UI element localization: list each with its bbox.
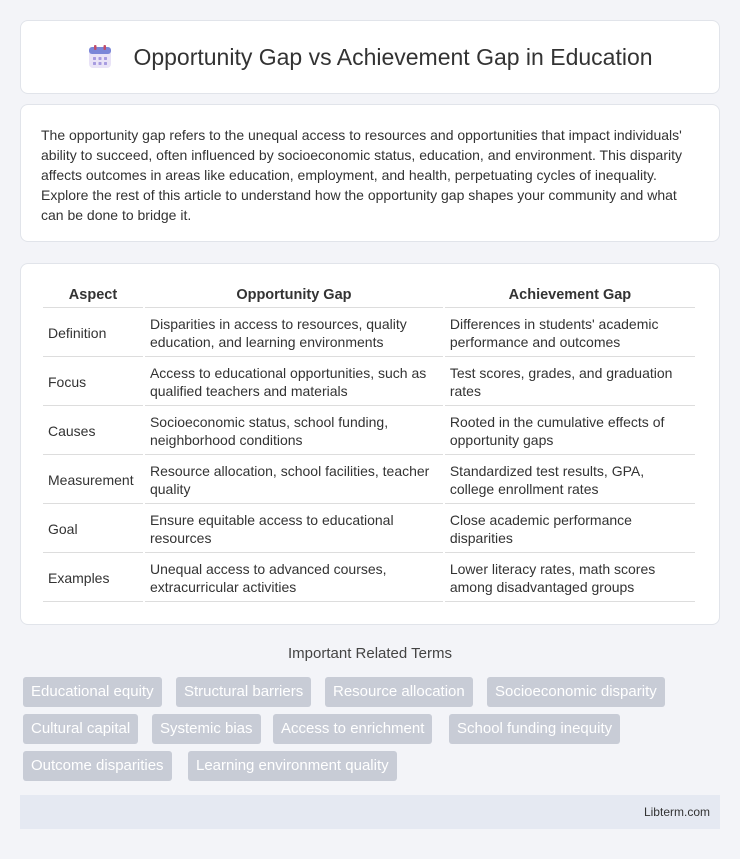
- comparison-table-card: [20, 263, 720, 625]
- cell-opportunity: Unequal access to advanced courses, extracurricular activities: [145, 553, 443, 602]
- intro-card: [20, 104, 720, 242]
- cell-achievement: Standardized test results, GPA, college enrollment rates: [445, 455, 695, 504]
- table-row: [43, 357, 695, 406]
- table-row: [43, 504, 695, 553]
- cell-opportunity: Resource allocation, school facilities, teacher quality: [145, 455, 443, 504]
- cell-aspect: Causes: [43, 406, 143, 455]
- cell-aspect: Examples: [43, 553, 143, 602]
- cell-achievement: Lower literacy rates, math scores among disadvantaged groups: [445, 553, 695, 602]
- header-aspect: Aspect: [43, 284, 143, 308]
- table-row: [43, 553, 695, 602]
- intro-text: The opportunity gap refers to the unequal access to resources and opportunities that impact individuals' ability to succeed, often influenced by socioeconomic status, education, and environment. This disparity affects outcomes in areas like education, employment, and health, perpetuating cycles of inequality. Explore the rest of this article to understand how the opportunity gap shapes your community and what can be done to bridge it.: [41, 127, 682, 223]
- table-header-row: [43, 284, 695, 308]
- cell-aspect: Focus: [43, 357, 143, 406]
- related-term-tag[interactable]: Resource allocation: [325, 677, 473, 707]
- related-term-tag[interactable]: Outcome disparities: [23, 751, 172, 781]
- cell-achievement: Close academic performance disparities: [445, 504, 695, 553]
- footer: [20, 795, 720, 829]
- header-card: [20, 20, 720, 94]
- comparison-table: [41, 284, 697, 602]
- related-term-tag[interactable]: Socioeconomic disparity: [487, 677, 665, 707]
- related-term-tag[interactable]: Educational equity: [23, 677, 162, 707]
- cell-aspect: Goal: [43, 504, 143, 553]
- cell-achievement: Differences in students' academic performance and outcomes: [445, 308, 695, 357]
- cell-opportunity: Ensure equitable access to educational resources: [145, 504, 443, 553]
- calendar-icon: [87, 44, 113, 70]
- cell-aspect: Measurement: [43, 455, 143, 504]
- related-term-tag[interactable]: Learning environment quality: [188, 751, 397, 781]
- related-term-tag[interactable]: Access to enrichment: [273, 714, 432, 744]
- table-row: [43, 455, 695, 504]
- page-title: Opportunity Gap vs Achievement Gap in Education: [133, 43, 653, 70]
- header-opportunity-gap: Opportunity Gap: [145, 284, 443, 308]
- cell-aspect: Definition: [43, 308, 143, 357]
- related-term-tag[interactable]: Cultural capital: [23, 714, 138, 744]
- cell-opportunity: Socioeconomic status, school funding, neighborhood conditions: [145, 406, 443, 455]
- footer-site-link[interactable]: Libterm.com: [643, 805, 710, 819]
- table-row: [43, 406, 695, 455]
- cell-achievement: Rooted in the cumulative effects of opportunity gaps: [445, 406, 695, 455]
- cell-achievement: Test scores, grades, and graduation rates: [445, 357, 695, 406]
- cell-opportunity: Access to educational opportunities, such as qualified teachers and materials: [145, 357, 443, 406]
- related-terms-title: Important Related Terms: [288, 645, 452, 662]
- table-row: [43, 308, 695, 357]
- header-achievement-gap: Achievement Gap: [445, 284, 695, 308]
- related-term-tag[interactable]: Systemic bias: [152, 714, 261, 744]
- cell-opportunity: Disparities in access to resources, quality education, and learning environments: [145, 308, 443, 357]
- related-term-tag[interactable]: Structural barriers: [176, 677, 311, 707]
- related-term-tag[interactable]: School funding inequity: [449, 714, 620, 744]
